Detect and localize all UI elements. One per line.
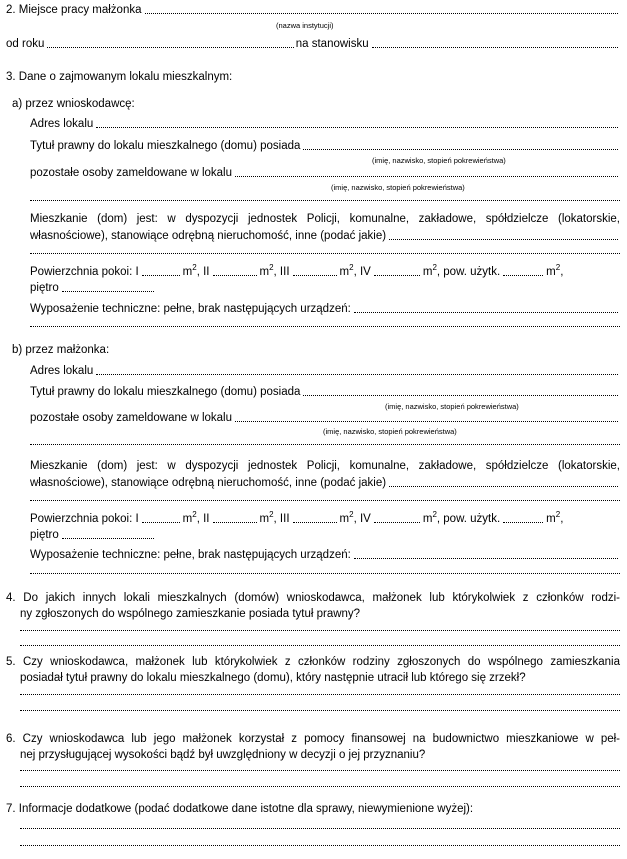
b-floor-label: piętro xyxy=(30,529,59,541)
q4-line1: 4. Do jakich innych lokali mieszkalnych (domów) wnioskodawca, małżonek lub którykolwiek z członków rodzi- xyxy=(6,592,620,604)
a-floor-field[interactable] xyxy=(62,291,154,292)
a-equipment-extra-line[interactable] xyxy=(30,326,620,327)
a-usable-field[interactable] xyxy=(503,275,543,276)
b-equipment-row xyxy=(30,548,620,562)
a-unit-4: $m^2$ xyxy=(422,263,437,278)
b-unit-5: $m^2$, xyxy=(546,510,564,525)
a-address-label: Adres lokalu xyxy=(30,118,94,130)
a-room1-field[interactable] xyxy=(142,275,180,276)
work-place-row xyxy=(6,3,620,17)
b-address-field[interactable] xyxy=(96,374,618,375)
b-room3-label: , III xyxy=(273,513,290,525)
b-room3-field[interactable] xyxy=(293,522,337,523)
a-equipment-label: Wyposażenie techniczne: pełne, brak następujących urządzeń: xyxy=(30,303,351,315)
q7-line1: 7. Informacje dodatkowe (podać dodatkowe dane istotne dla sprawy, niewymienione wyżej): xyxy=(6,803,474,815)
q7-answer-line-1[interactable] xyxy=(20,828,620,829)
since-year-field[interactable] xyxy=(47,47,293,48)
b-disposition-extra-line[interactable] xyxy=(30,500,620,501)
q5-answer-line-2[interactable] xyxy=(20,710,620,711)
work-place-hint: (nazwa instytucji) xyxy=(276,21,334,30)
q5-line2: posiadał tytuł prawny do lokalu mieszkalnego (domu), który następnie utracił lub którego się zrzekł? xyxy=(20,672,526,684)
a-disposition-extra-line[interactable] xyxy=(30,253,620,254)
q5-answer-line-1[interactable] xyxy=(20,694,620,695)
b-others-row xyxy=(30,411,620,425)
a-room3-field[interactable] xyxy=(293,275,337,276)
q4-line2: ny zgłoszonych do wspólnego zamieszkanie posiada tytuł prawny? xyxy=(20,608,361,620)
a-legal-label: Tytuł prawny do lokalu mieszkalnego (domu) posiada xyxy=(30,140,301,152)
b-area-row xyxy=(30,512,620,526)
a-area-label: Powierzchnia pokoi: I xyxy=(30,266,139,278)
b-legal-hint: (imię, nazwisko, stopień pokrewieństwa) xyxy=(385,402,519,411)
b-room4-label: , IV xyxy=(353,513,371,525)
q5-line1: 5. Czy wnioskodawca, małżonek lub którykolwiek z członków rodziny zgłoszonych do wspólnego zamieszkania xyxy=(6,656,620,668)
a-room3-label: , III xyxy=(273,266,290,278)
a-unit-3: $m^2$ xyxy=(339,263,354,278)
a-room2-label: , II xyxy=(196,266,210,278)
b-unit-3: $m^2$ xyxy=(339,510,354,525)
a-room4-field[interactable] xyxy=(374,275,420,276)
a-unit-2: $m^2$ xyxy=(259,263,274,278)
b-others-extra-line[interactable] xyxy=(30,444,620,445)
position-label: na stanowisku xyxy=(295,38,369,50)
b-legal-field[interactable] xyxy=(303,395,618,396)
b-floor-row xyxy=(30,528,157,542)
b-equipment-label: Wyposażenie techniczne: pełne, brak następujących urządzeń: xyxy=(30,549,351,561)
since-position-row xyxy=(6,37,620,51)
q7-answer-line-2[interactable] xyxy=(20,845,620,846)
b-disposition-row xyxy=(30,476,620,490)
b-others-hint: (imię, nazwisko, stopień pokrewieństwa) xyxy=(323,427,457,436)
a-floor-label: piętro xyxy=(30,282,59,294)
q4-answer-line-2[interactable] xyxy=(20,645,620,646)
section-3-title: 3. Dane o zajmowanym lokalu mieszkalnym: xyxy=(6,71,233,83)
b-disposition-line1: Mieszkanie (dom) jest: w dyspozycji jednostek Policji, komunalne, zakładowe, spółdzielcze (lokatorskie, xyxy=(30,460,620,472)
b-usable-label: , pow. użytk. xyxy=(436,513,501,525)
a-room2-field[interactable] xyxy=(213,275,257,276)
q6-line2: nej przysługującej wysokości bądź był uwzględniony w decyzji o jej przyznaniu? xyxy=(20,749,426,761)
b-address-row xyxy=(30,364,620,378)
b-equipment-field[interactable] xyxy=(354,558,618,559)
q6-answer-line-2[interactable] xyxy=(20,786,620,787)
a-disposition-label: własnościowe), stanowiące odrębną nieruchomość, inne (podać jakie) xyxy=(30,230,387,242)
a-equipment-row xyxy=(30,302,620,316)
a-disposition-row xyxy=(30,229,620,243)
b-legal-row xyxy=(30,385,620,399)
a-legal-hint: (imię, nazwisko, stopień pokrewieństwa) xyxy=(372,156,506,165)
a-others-extra-line[interactable] xyxy=(30,200,620,201)
a-floor-row xyxy=(30,281,157,295)
since-year-label: od roku xyxy=(6,38,45,50)
a-usable-label: , pow. użytk. xyxy=(436,266,501,278)
b-room1-field[interactable] xyxy=(142,522,180,523)
a-disposition-field[interactable] xyxy=(389,239,618,240)
b-disposition-field[interactable] xyxy=(389,486,618,487)
b-floor-field[interactable] xyxy=(62,538,154,539)
a-legal-field[interactable] xyxy=(303,149,618,150)
b-usable-field[interactable] xyxy=(503,522,543,523)
work-place-field[interactable] xyxy=(145,13,619,14)
a-unit-1: $m^2$ xyxy=(182,263,197,278)
a-others-hint: (imię, nazwisko, stopień pokrewieństwa) xyxy=(331,183,465,192)
b-room2-label: , II xyxy=(196,513,210,525)
a-legal-row xyxy=(30,139,620,153)
a-others-field[interactable] xyxy=(235,176,618,177)
a-disposition-line1: Mieszkanie (dom) jest: w dyspozycji jednostek Policji, komunalne, zakładowe, spółdzielcze (lokatorskie, xyxy=(30,213,620,225)
subsection-b-title: b) przez małżonka: xyxy=(12,344,110,356)
b-disposition-label: własnościowe), stanowiące odrębną nieruchomość, inne (podać jakie) xyxy=(30,477,387,489)
b-legal-label: Tytuł prawny do lokalu mieszkalnego (domu) posiada xyxy=(30,386,301,398)
b-unit-1: $m^2$ xyxy=(182,510,197,525)
position-field[interactable] xyxy=(372,47,618,48)
b-area-label: Powierzchnia pokoi: I xyxy=(30,513,139,525)
a-others-row xyxy=(30,166,620,180)
q4-answer-line-1[interactable] xyxy=(20,630,620,631)
b-others-field[interactable] xyxy=(235,421,618,422)
subsection-a-title: a) przez wnioskodawcę: xyxy=(12,98,135,110)
b-room2-field[interactable] xyxy=(213,522,257,523)
a-address-row xyxy=(30,117,620,131)
b-room4-field[interactable] xyxy=(374,522,420,523)
q6-answer-line-1[interactable] xyxy=(20,770,620,771)
a-area-row xyxy=(30,265,620,279)
a-room4-label: , IV xyxy=(353,266,371,278)
work-place-label: 2. Miejsce pracy małżonka xyxy=(6,4,142,16)
q6-line1: 6. Czy wnioskodawca lub jego małżonek korzystał z pomocy finansowej na budownictwo mieszkaniowe w peł- xyxy=(6,733,620,745)
b-others-label: pozostałe osoby zameldowane w lokalu xyxy=(30,412,233,424)
a-equipment-field[interactable] xyxy=(354,312,618,313)
b-equipment-extra-line[interactable] xyxy=(30,573,620,574)
a-address-field[interactable] xyxy=(96,127,618,128)
a-unit-5: $m^2$, xyxy=(546,263,564,278)
b-unit-2: $m^2$ xyxy=(259,510,274,525)
b-address-label: Adres lokalu xyxy=(30,365,94,377)
a-others-label: pozostałe osoby zameldowane w lokalu xyxy=(30,167,233,179)
b-unit-4: $m^2$ xyxy=(422,510,437,525)
